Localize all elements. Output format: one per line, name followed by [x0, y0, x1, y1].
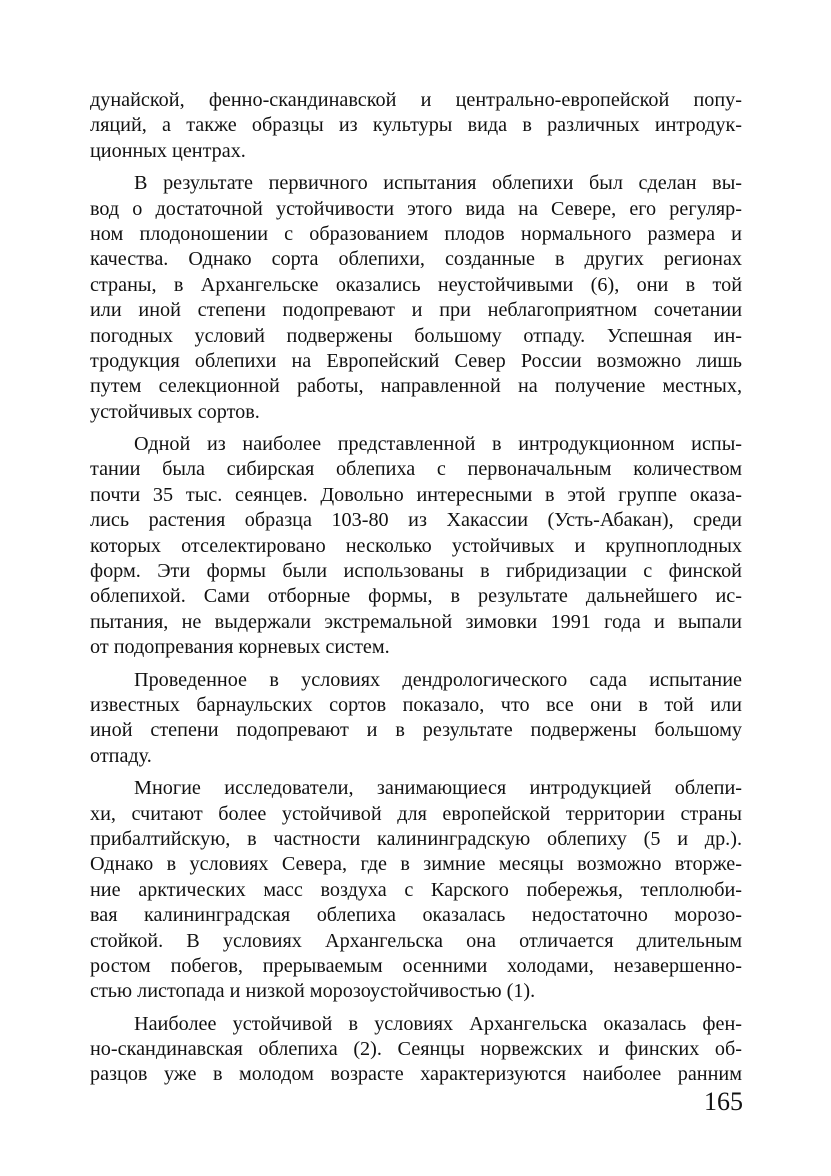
paragraph — [90, 171, 742, 425]
text-line: прибалтийскую, в частности калининградскую облепиху (5 и др.). — [90, 827, 742, 850]
text-line: отпаду. — [90, 744, 152, 767]
text-line: облепихой. Сами отборные формы, в результате дальнейшего ис- — [90, 585, 742, 608]
page-body — [90, 88, 742, 1095]
paragraph — [90, 776, 742, 1005]
text-line: ционных центрах. — [90, 139, 246, 162]
text-line: страны, в Архангельске оказались неустойчивыми (6), они в той — [90, 273, 742, 296]
text-line: стойкой. В условиях Архангельска она отличается длительным — [90, 929, 742, 952]
paragraph — [90, 668, 742, 770]
text-line: устойчивых сортов. — [90, 400, 260, 423]
text-line: Наиболее устойчивой в условиях Архангельска оказалась фен- — [134, 1012, 742, 1035]
text-line: иной степени подопревают и в результате подвержены большому — [90, 719, 742, 742]
text-line: вая калининградская облепиха оказалась недостаточно морозо- — [90, 904, 742, 927]
text-line: которых отселектировано несколько устойчивых и крупноплодных — [90, 534, 742, 557]
text-line: тании была сибирская облепиха с первоначальным количеством — [90, 458, 742, 481]
text-line: В результате первичного испытания облепихи был сделан вы- — [134, 172, 742, 195]
text-line: Проведенное в условиях дендрологического сада испытание — [134, 668, 742, 691]
text-line: дунайской, фенно-скандинавской и центрально-европейской попу- — [90, 89, 742, 111]
text-line: погодных условий подвержены большому отпаду. Успешная ин- — [90, 324, 742, 347]
text-line: ростом побегов, прерываемым осенними холодами, незавершенно- — [90, 954, 742, 977]
text-line: тродукция облепихи на Европейский Север России возможно лишь — [90, 349, 742, 372]
text-line: стью листопада и низкой морозоустойчивостью (1). — [90, 980, 536, 1003]
page-number: 165 — [704, 1087, 743, 1116]
text-line: ние арктических масс воздуха с Карского побережья, теплолюби- — [90, 878, 742, 901]
text-line: пытания, не выдержали экстремальной зимовки 1991 года и выпали — [90, 610, 742, 633]
text-line: известных барнаульских сортов показало, что все они в той или — [90, 693, 742, 716]
paragraph — [90, 88, 742, 164]
text-line: от подопревания корневых систем. — [90, 636, 390, 659]
paragraph — [90, 432, 742, 661]
text-line: Однако в условиях Севера, где в зимние месяцы возможно вторже- — [90, 853, 742, 876]
text-line: но-скандинавская облепиха (2). Сеянцы норвежских и финских об- — [90, 1038, 742, 1061]
text-line: Многие исследователи, занимающиеся интродукцией облепи- — [134, 777, 742, 800]
text-line: почти 35 тыс. сеянцев. Довольно интересными в этой группе оказа- — [90, 483, 742, 506]
paragraph — [90, 1012, 742, 1088]
text-line: ляций, а также образцы из культуры вида в различных интродук- — [90, 114, 742, 137]
text-line: ном плодоношении с образованием плодов нормального размера и — [90, 222, 742, 245]
text-line: форм. Эти формы были использованы в гибридизации с финской — [90, 560, 742, 583]
text-line: или иной степени подопревают и при неблагоприятном сочетании — [90, 299, 742, 322]
text-line: качества. Однако сорта облепихи, созданные в других регионах — [90, 248, 742, 271]
text-line: вод о достаточной устойчивости этого вида на Севере, его регуляр- — [90, 197, 742, 220]
text-line: Одной из наиболее представленной в интродукционном испы- — [134, 433, 742, 456]
text-line: путем селекционной работы, направленной на получение местных, — [90, 375, 742, 398]
text-line: разцов уже в молодом возрасте характеризуются наиболее ранним — [90, 1063, 742, 1086]
text-line: хи, считают более устойчивой для европейской территории страны — [90, 802, 742, 825]
text-line: лись растения образца 103-80 из Хакассии (Усть-Абакан), среди — [90, 509, 742, 532]
